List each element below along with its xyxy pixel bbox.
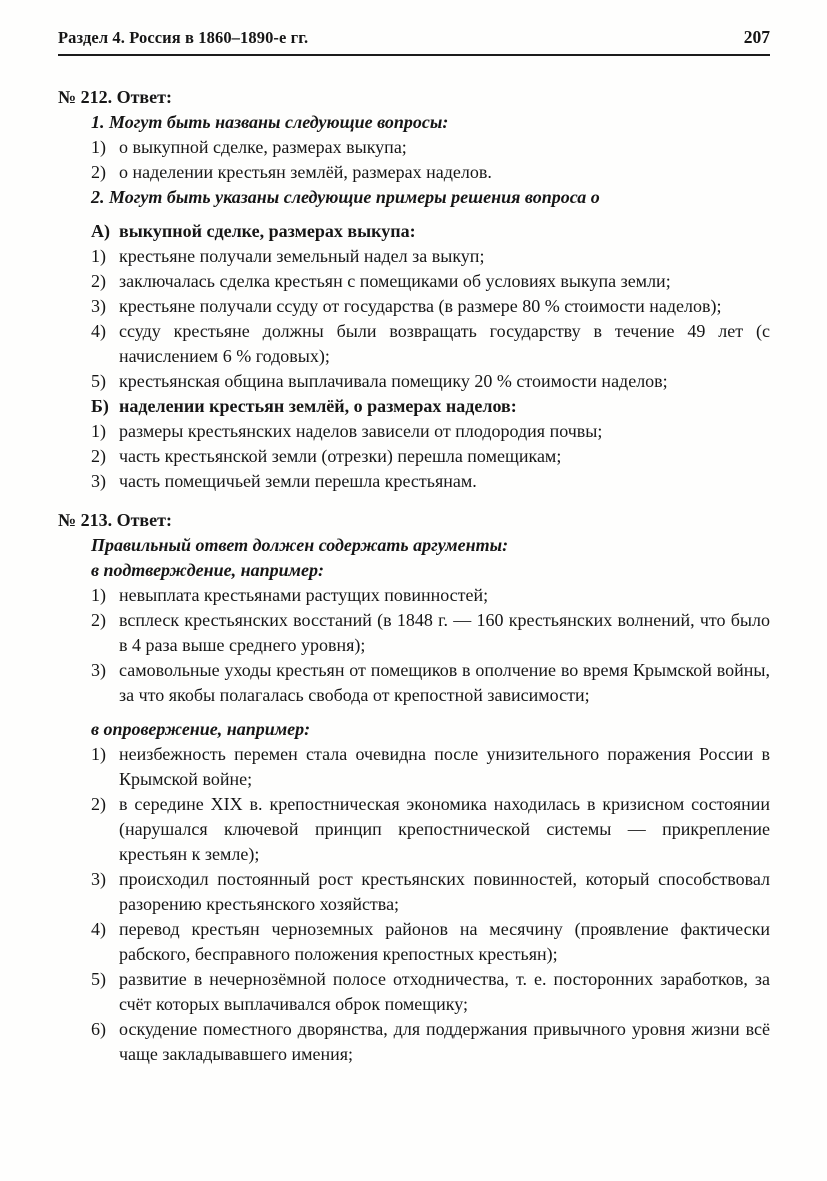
item-text: развитие в нечернозёмной полосе отходничества, т. е. посторонних заработков, за счёт которых выплачивался оброк помещику; xyxy=(119,969,770,1014)
subheading: Правильный ответ должен содержать аргументы: xyxy=(91,535,509,555)
item-marker: 6) xyxy=(91,1019,106,1039)
item-text: о выкупной сделке, размерах выкупа; xyxy=(119,137,407,157)
item-marker: А) xyxy=(91,221,110,241)
item-text: перевод крестьян черноземных районов на месячину (проявление фактически рабского, бесправного положения крепостных крестьян); xyxy=(119,919,770,964)
item-marker: 4) xyxy=(91,919,106,939)
list-item xyxy=(58,319,770,369)
item-marker: 3) xyxy=(91,471,106,491)
item-text: всплеск крестьянских восстаний (в 1848 г. — 160 крестьянских волнений, что было в 4 раза выше среднего уровня); xyxy=(119,610,770,655)
list-item xyxy=(58,394,770,419)
list-item xyxy=(58,608,770,658)
answer-heading: № 212. Ответ: xyxy=(58,87,172,107)
item-text: наделении крестьян землёй, о размерах наделов: xyxy=(119,396,517,416)
subheading: в подтверждение, например: xyxy=(91,560,324,580)
list-item xyxy=(58,469,770,494)
list-item xyxy=(58,269,770,294)
list-item xyxy=(58,917,770,967)
item-marker: 1) xyxy=(91,246,106,266)
item-marker: 2) xyxy=(91,446,106,466)
item-text: о наделении крестьян землёй, размерах наделов. xyxy=(119,162,492,182)
item-text: крестьяне получали земельный надел за выкуп; xyxy=(119,246,485,266)
item-marker: 1) xyxy=(91,585,106,605)
item-text: невыплата крестьянами растущих повинностей; xyxy=(119,585,489,605)
list-item xyxy=(58,219,770,244)
item-marker: 3) xyxy=(91,869,106,889)
item-text: часть крестьянской земли (отрезки) перешла помещикам; xyxy=(119,446,562,466)
item-text: заключалась сделка крестьян с помещиками об условиях выкупа земли; xyxy=(119,271,671,291)
list-item xyxy=(58,583,770,608)
item-text: в середине XIX в. крепостническая экономика находилась в кризисном состоянии (нарушался ключевой принцип крепостнической системы — прикрепление крестьян к земле); xyxy=(119,794,770,864)
item-marker: 1) xyxy=(91,421,106,441)
subheading: 1. Могут быть названы следующие вопросы: xyxy=(91,112,449,132)
item-marker: 1) xyxy=(91,137,106,157)
item-marker: 3) xyxy=(91,296,106,316)
list-item xyxy=(58,369,770,394)
list-item xyxy=(58,419,770,444)
item-marker: 2) xyxy=(91,610,106,630)
list-item xyxy=(58,792,770,867)
item-marker: 5) xyxy=(91,969,106,989)
item-marker: 2) xyxy=(91,794,106,814)
item-marker: 3) xyxy=(91,660,106,680)
item-text: самовольные уходы крестьян от помещиков в ополчение во время Крымской войны, за что якобы полагалась свобода от крепостной зависимости; xyxy=(119,660,770,705)
item-text: неизбежность перемен стала очевидна после унизительного поражения России в Крымской войне; xyxy=(119,744,770,789)
item-marker: Б) xyxy=(91,396,109,416)
item-text: ссуду крестьяне должны были возвращать государству в течение 49 лет (с начислением 6 % годовых); xyxy=(119,321,770,366)
item-text: крестьяне получали ссуду от государства (в размере 80 % стоимости наделов); xyxy=(119,296,722,316)
answer-heading: № 213. Ответ: xyxy=(58,510,172,530)
list-item xyxy=(58,294,770,319)
item-marker: 2) xyxy=(91,271,106,291)
section-title: Раздел 4. Россия в 1860–1890-е гг. xyxy=(58,28,309,47)
list-item xyxy=(58,658,770,708)
item-text: происходил постоянный рост крестьянских повинностей, который способствовал разорению крестьянского хозяйства; xyxy=(119,869,770,914)
item-marker: 4) xyxy=(91,321,106,341)
item-marker: 5) xyxy=(91,371,106,391)
list-item xyxy=(58,135,770,160)
item-marker: 2) xyxy=(91,162,106,182)
item-text: часть помещичьей земли перешла крестьянам. xyxy=(119,471,477,491)
subheading: в опровержение, например: xyxy=(91,719,311,739)
page-header xyxy=(58,27,770,48)
item-text: размеры крестьянских наделов зависели от плодородия почвы; xyxy=(119,421,603,441)
header-rule xyxy=(58,54,770,56)
subheading: 2. Могут быть указаны следующие примеры решения вопроса о xyxy=(91,187,600,207)
item-marker: 1) xyxy=(91,744,106,764)
item-text: выкупной сделке, размерах выкупа: xyxy=(119,221,416,241)
list-item xyxy=(58,1017,770,1067)
content-lines xyxy=(58,85,770,1067)
list-item xyxy=(58,742,770,792)
item-text: крестьянская община выплачивала помещику 20 % стоимости наделов; xyxy=(119,371,668,391)
list-item xyxy=(58,160,770,185)
item-text: оскудение поместного дворянства, для поддержания привычного уровня жизни всё чаще закладывавшего имения; xyxy=(119,1019,770,1064)
list-item xyxy=(58,967,770,1017)
list-item xyxy=(58,444,770,469)
page-number: 207 xyxy=(743,27,770,47)
list-item xyxy=(58,244,770,269)
list-item xyxy=(58,867,770,917)
